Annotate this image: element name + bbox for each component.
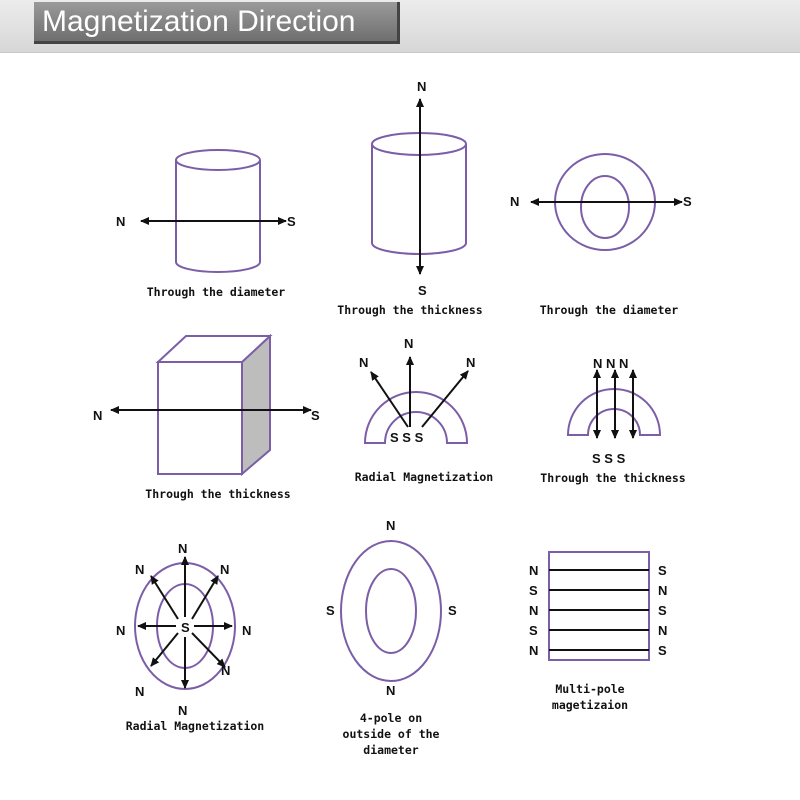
caption-block-thickness: Through the thickness [145,487,291,501]
ring-radial-figure [116,541,264,733]
pole-s: S [448,603,457,618]
caption-arc-thickness: Through the thickness [540,471,686,485]
pole-n: N [220,562,230,577]
pole-n: N [116,623,126,638]
pole-s: S [311,408,320,423]
radial-arrow [151,576,178,619]
pole-n: N [510,194,520,209]
pole-s: S [326,603,335,618]
caption-multipole-line2: magetizaion [551,698,629,712]
pole-s-center: S [181,620,190,635]
cylinder-axial-figure [337,79,482,317]
pole-right: N [658,583,668,598]
cylinder-diametric-figure [116,150,296,299]
cylinder-body [176,160,260,272]
pole-n: N [359,355,369,370]
cylinder-top [176,150,260,170]
radial-arrow [151,633,178,666]
block-figure [93,336,320,501]
multi-pole-figure [529,552,667,712]
pole-n: N [417,79,427,94]
pole-right: S [658,643,667,658]
pole-nnn: N N N [593,356,629,371]
caption-ring-diameter: Through the diameter [539,303,679,317]
pole-n: N [242,623,252,638]
pole-s: S [287,214,296,229]
pole-s: S [683,194,692,209]
pole-n: N [135,684,145,699]
caption-fourpole-line1: 4-pole on [359,711,423,725]
page-title: Magnetization Direction [42,5,356,38]
pole-right: N [658,623,668,638]
pole-left: S [529,583,538,598]
caption-fourpole-line3: diameter [363,743,419,757]
pole-n: N [93,408,103,423]
multipole-block [549,552,649,660]
pole-n: N [386,518,396,533]
pole-n: N [221,663,231,678]
caption-multipole-line1: Multi-pole [555,682,625,696]
radial-arrow [192,576,218,619]
ring-inner [366,569,416,653]
pole-n: N [116,214,126,229]
pole-left: S [529,623,538,638]
arc-radial-figure [355,336,494,484]
pole-n: N [466,355,476,370]
pole-left: N [529,563,539,578]
pole-n: N [386,683,396,698]
pole-n: N [404,336,414,351]
caption-fourpole-line2: outside of the [342,727,440,741]
radial-arrow [371,372,408,427]
pole-n: N [178,541,188,556]
ring-outer [341,541,441,681]
ring-inner [581,176,629,238]
pole-right: S [658,563,667,578]
pole-n: N [178,703,188,718]
pole-sss: S S S [390,430,424,445]
arc-axial-figure [540,356,685,485]
caption-cylinder-thickness: Through the thickness [337,303,483,317]
pole-right: S [658,603,667,618]
block-front [158,362,242,474]
four-pole-figure [326,518,457,757]
radial-arrow [192,633,225,667]
pole-left: N [529,643,539,658]
caption-cylinder-diameter: Through the diameter [146,285,286,299]
caption-arc-radial: Radial Magnetization [354,470,494,484]
ring-diametric-figure [510,154,692,317]
caption-ring-radial: Radial Magnetization [125,719,265,733]
pole-left: N [529,603,539,618]
pole-s: S [418,283,427,298]
pole-n: N [135,562,145,577]
pole-sss: S S S [592,451,626,466]
